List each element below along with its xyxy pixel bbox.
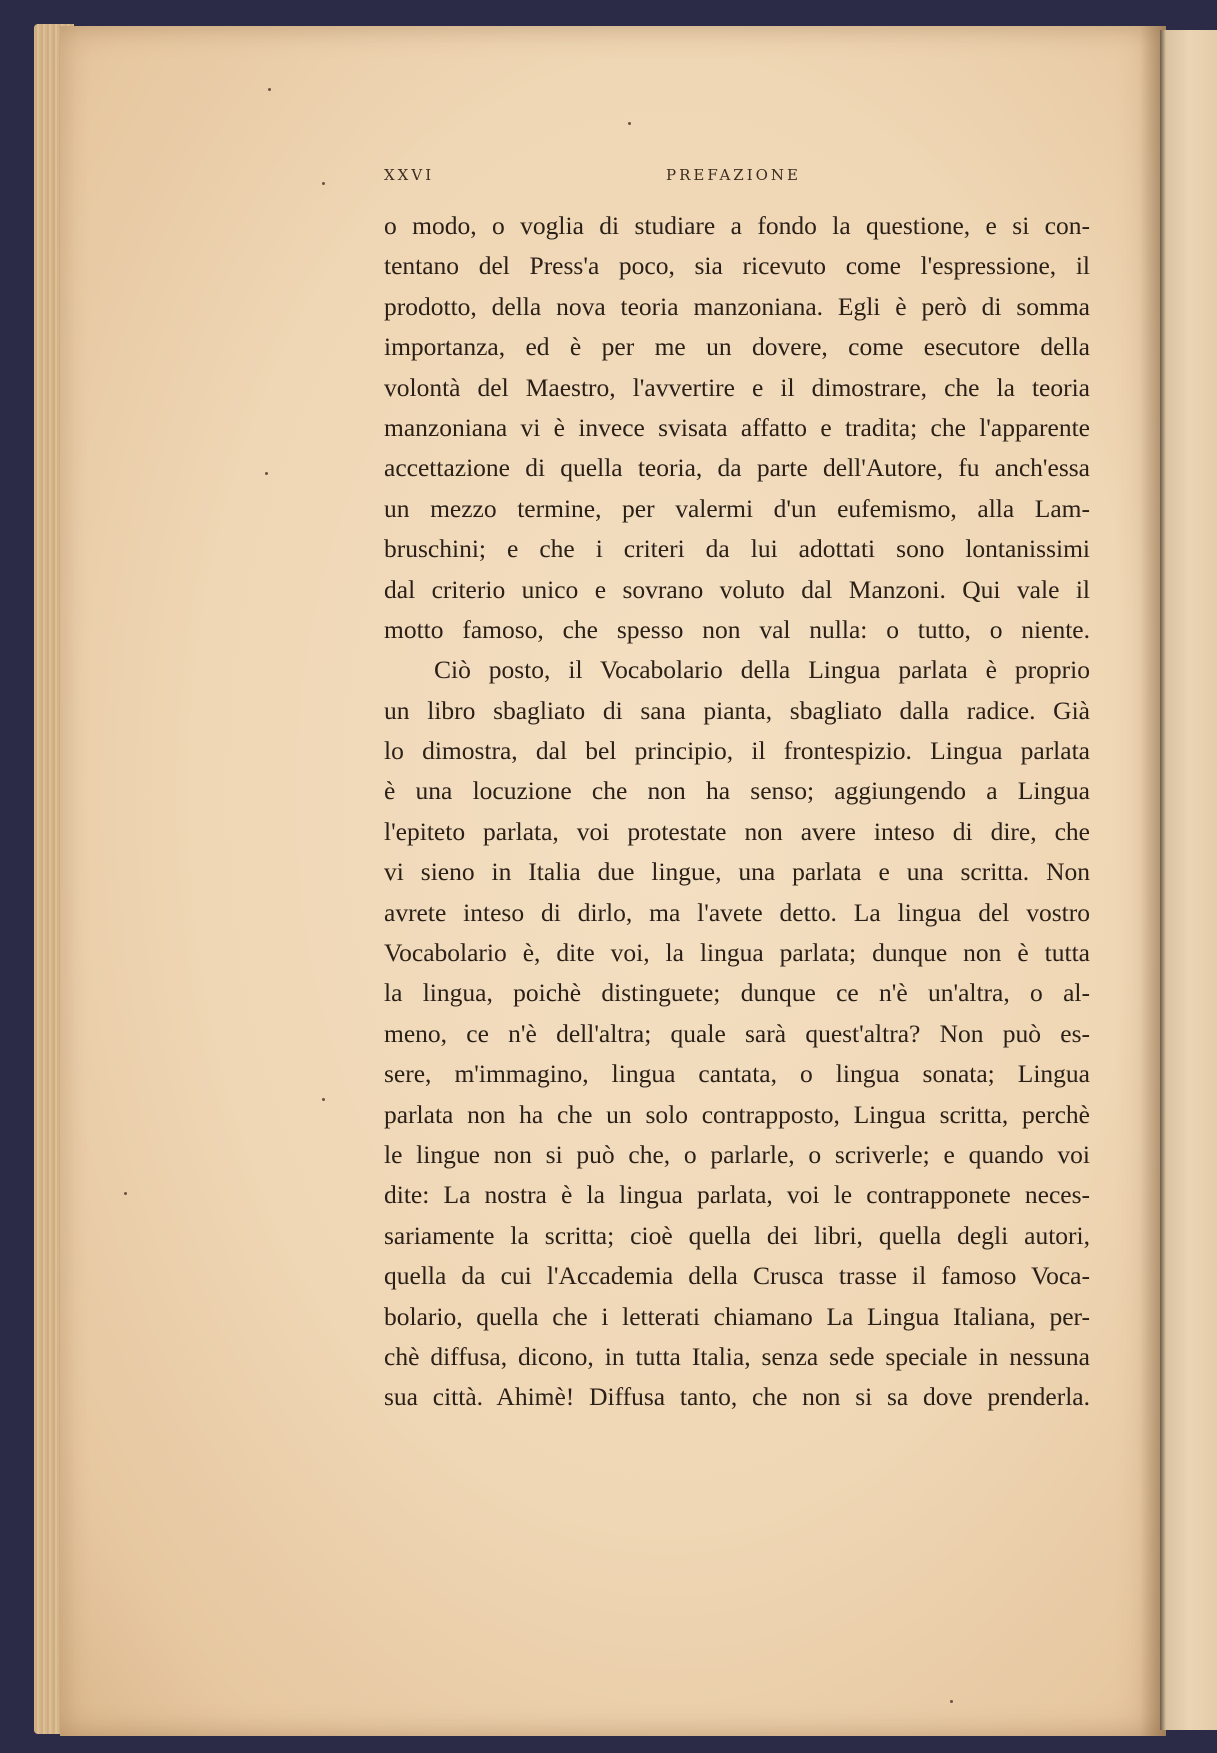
paper-speck [265,472,268,475]
text-line: bolario, quella che i letterati chiamano La Lingua Italiana, per- [384,1301,1090,1331]
text-line: l'epiteto parlata, voi protestate non avere inteso di dire, che [384,816,1090,846]
text-line: quella da cui l'Accademia della Crusca trasse il famoso Voca- [384,1261,1090,1291]
text-line: dite: La nostra è la lingua parlata, voi le contrapponete neces- [384,1180,1090,1210]
text-line: chè diffusa, dicono, in tutta Italia, senza sede speciale in nessuna [384,1341,1090,1371]
text-line: volontà del Maestro, l'avvertire e il dimostrare, che la teoria [384,372,1090,402]
text-line: avrete inteso di dirlo, ma l'avete detto. La lingua del vostro [384,897,1090,927]
paper-speck [268,88,271,91]
paper-speck [628,122,631,125]
text-line: parlata non ha che un solo contrapposto, Lingua scritta, perchè [384,1099,1090,1129]
text-line: la lingua, poichè distinguete; dunque ce n'è un'altra, o al- [384,978,1090,1008]
text-line: lo dimostra, dal bel principio, il frontespizio. Lingua parlata [384,736,1090,766]
page-header [384,166,1090,190]
text-line: sariamente la scritta; cioè quella dei libri, quella degli autori, [384,1220,1090,1250]
text-line: sua città. Ahimè! Diffusa tanto, che non si sa dove prenderla. [384,1382,1090,1412]
text-line: tentano del Press'a poco, sia ricevuto come l'espressione, il [384,251,1090,281]
text-line: o modo, o voglia di studiare a fondo la questione, e si con- [384,211,1090,240]
text-line: manzoniana vi è invece svisata affatto e tradita; che l'apparente [384,412,1090,442]
text-line: un libro sbagliato di sana pianta, sbagliato dalla radice. Già [384,695,1090,725]
text-line: prodotto, della nova teoria manzoniana. Egli è però di somma [384,291,1090,321]
text-line: dal criterio unico e sovrano voluto dal Manzoni. Qui vale il [384,574,1090,604]
text-line: vi sieno in Italia due lingue, una parlata e una scritta. Non [384,857,1090,887]
text-line: meno, ce n'è dell'altra; quale sarà quest'altra? Non può es- [384,1018,1090,1048]
text-line: è una locuzione che non ha senso; aggiungendo a Lingua [384,776,1090,806]
running-head: PREFAZIONE [666,166,801,184]
page-number: XXVI [384,166,435,184]
text-line: un mezzo termine, per valermi d'un eufemismo, alla Lam- [384,493,1090,523]
text-line: bruschini; e che i criteri da lui adottati sono lontanissimi [384,534,1090,564]
body-text [384,206,1090,1418]
text-line: sere, m'immagino, lingua cantata, o lingua sonata; Lingua [384,1059,1090,1089]
paper-speck [124,1192,127,1195]
paper-speck [322,1098,325,1101]
text-line: motto famoso, che spesso non val nulla: o tutto, o niente. [384,614,1090,644]
paper-speck [950,1700,953,1703]
facing-page-edge [1160,30,1217,1730]
paper-speck [322,182,325,185]
text-line: Vocabolario è, dite voi, la lingua parlata; dunque non è tutta [384,938,1090,968]
text-line: le lingue non si può che, o parlarle, o scriverle; e quando voi [384,1139,1090,1169]
text-line: accettazione di quella teoria, da parte dell'Autore, fu anch'essa [384,453,1090,483]
text-line: importanza, ed è per me un dovere, come esecutore della [384,332,1090,362]
text-line: Ciò posto, il Vocabolario della Lingua parlata è proprio [434,655,1090,685]
